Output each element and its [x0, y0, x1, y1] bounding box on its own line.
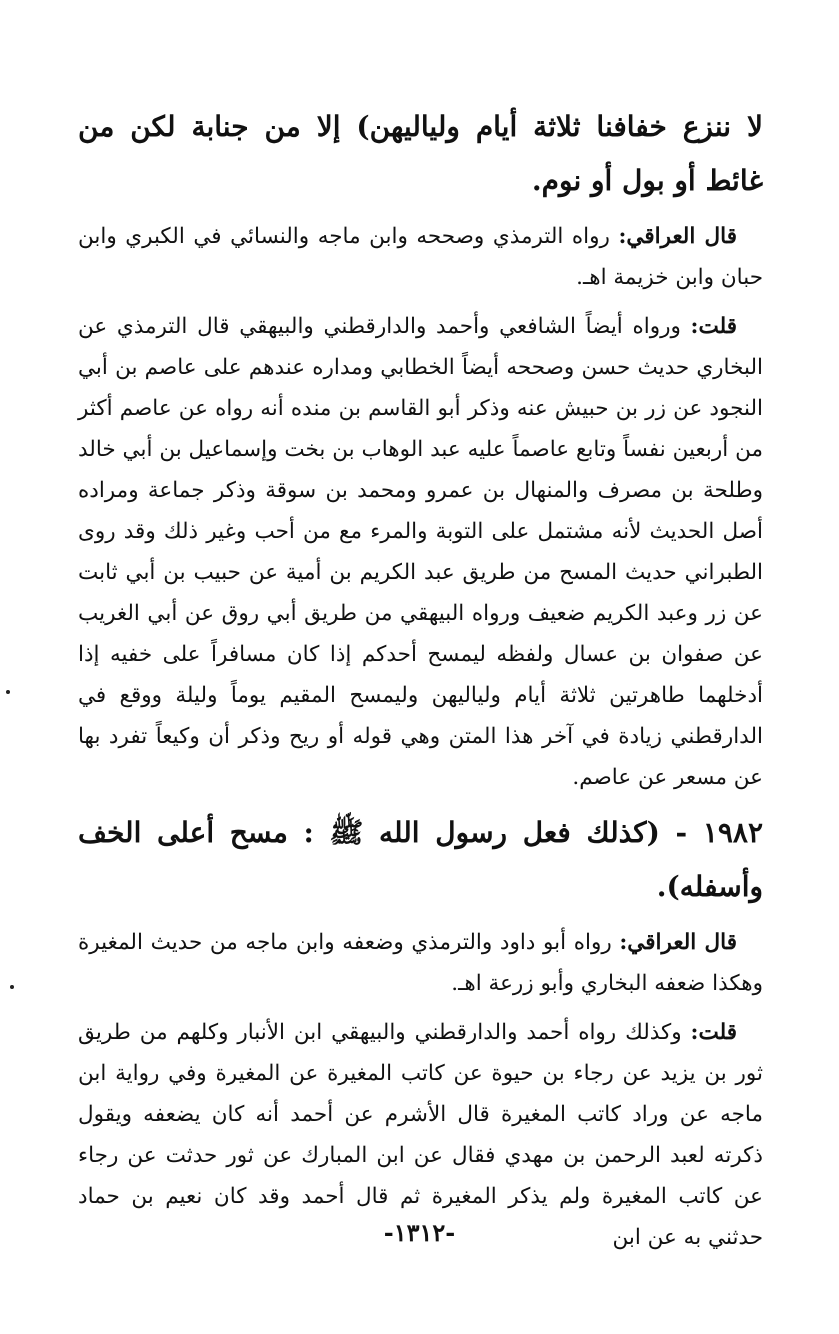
- paragraph-label: قال العراقي:: [618, 224, 737, 249]
- paragraph-label: قلت:: [690, 314, 737, 339]
- hadith-heading-numbered: ١٩٨٢ - (كذلك فعل رسول الله ﷺ : مسح أعلى الخف وأسفله).: [78, 816, 763, 903]
- commentary-paragraph: [78, 306, 763, 798]
- commentary-paragraph: [78, 922, 763, 1004]
- paragraph-label: قلت:: [690, 1020, 737, 1045]
- margin-speck: [6, 690, 10, 694]
- commentary-paragraph: [78, 216, 763, 298]
- paragraph-text: رواه الترمذي وصححه وابن ماجه والنسائي في الكبري وابن حبان وابن خزيمة اهـ.: [78, 224, 763, 290]
- paragraph-text: رواه أبو داود والترمذي وضعفه وابن ماجه من حديث المغيرة وهكذا ضعفه البخاري وأبو زرعة اهـ.: [78, 930, 763, 996]
- margin-speck: [10, 985, 14, 989]
- hadith-heading-top: لا ننزع خفافنا ثلاثة أيام ولياليهن) إلا من جنابة لكن من غائط أو بول أو نوم.: [78, 110, 763, 197]
- paragraph-label: قال العراقي:: [619, 930, 737, 955]
- paragraph-text: وكذلك رواه أحمد والدارقطني والبيهقي ابن الأنبار وكلهم من طريق ثور بن يزيد عن رجاء بن حيوة عن كاتب المغيرة عن المغيرة وفي رواية ابن ماجه عن وراد كاتب المغيرة قال الأشرم عن أحمد أنه كان يضعفه ويقول ذكرته لعبد الرحمن بن مهدي فقال عن ابن المبارك عن ثور حدثت عن رجاء عن كاتب المغيرة ولم يذكر المغيرة ثم قال أحمد وقد كان نعيم بن حماد حدثني به عن ابن: [78, 1020, 763, 1250]
- paragraph-text: ورواه أيضاً الشافعي وأحمد والدارقطني والبيهقي قال الترمذي عن البخاري حديث حسن وصححه أيضاً الخطابي ومداره عندهم على عاصم بن أبي النجود عن زر بن حبيش عنه وذكر أبو القاسم بن منده أنه رواه عن عاصم أكثر من أربعين نفساً وتابع عاصماً عليه عبد الوهاب بن بخت وإسماعيل بن أبي خالد وطلحة بن مصرف والمنهال بن عمرو ومحمد بن سوقة وذكر جماعة ومراده أصل الحديث لأنه مشتمل على التوبة والمرء مع من أحب وغير ذلك وقد روى الطبراني حديث المسح من طريق عبد الكريم بن أمية عن حبيب بن أبي ثابت عن زر وعبد الكريم ضعيف ورواه البيهقي من طريق أبي روق عن أبي الغريب عن صفوان بن عسال ولفظه ليمسح أحدكم إذا كان مسافراً على خفيه إذا أدخلهما طاهرتين ثلاثة أيام ولياليهن وليمسح المقيم يوماً وليلة ووقع في الدارقطني زيادة في آخر هذا المتن وهي قوله أو ريح وذكر أن وكيعاً تفرد بها عن مسعر عن عاصم.: [78, 314, 763, 790]
- page-number: -١٣١٢-: [383, 1218, 456, 1247]
